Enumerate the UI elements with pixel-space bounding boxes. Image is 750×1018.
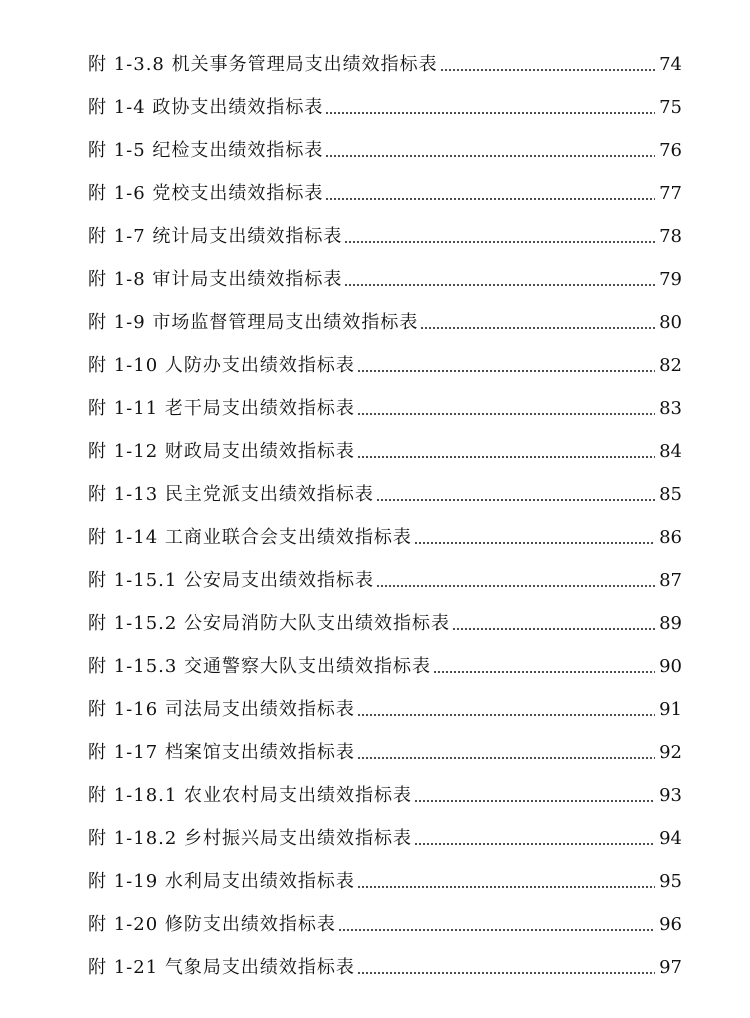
- toc-page-number: 95: [659, 871, 682, 892]
- toc-entry[interactable]: [88, 261, 682, 291]
- toc-entry-title: 附 1-14 工商业联合会支出绩效指标表: [88, 527, 412, 548]
- toc-entry[interactable]: [88, 605, 682, 635]
- toc-page-number: 80: [659, 312, 682, 333]
- dot-leader: [414, 800, 655, 802]
- toc-entry-title: 附 1-18.1 农业农村局支出绩效指标表: [88, 785, 413, 806]
- dot-leader: [357, 757, 655, 759]
- toc-page-number: 82: [659, 355, 682, 376]
- toc-entry[interactable]: [88, 132, 682, 162]
- toc-entry[interactable]: [88, 347, 682, 377]
- toc-entry-title: 附 1-3.8 机关事务管理局支出绩效指标表: [88, 54, 438, 75]
- toc-page-number: 83: [659, 398, 682, 419]
- toc-entry-title: 附 1-20 修防支出绩效指标表: [88, 914, 336, 935]
- toc-page-number: 84: [659, 441, 682, 462]
- toc-entry[interactable]: [88, 304, 682, 334]
- toc-entry[interactable]: [88, 175, 682, 205]
- dot-leader: [357, 972, 655, 974]
- toc-entry-title: 附 1-6 党校支出绩效指标表: [88, 183, 324, 204]
- dot-leader: [357, 456, 655, 458]
- toc-entry-title: 附 1-13 民主党派支出绩效指标表: [88, 484, 374, 505]
- dot-leader: [420, 327, 655, 329]
- toc-page-number: 92: [659, 742, 682, 763]
- toc-page-number: 91: [659, 699, 682, 720]
- toc-entry-title: 附 1-11 老干局支出绩效指标表: [88, 398, 355, 419]
- toc-entry-title: 附 1-21 气象局支出绩效指标表: [88, 957, 355, 978]
- toc-entry-title: 附 1-7 统计局支出绩效指标表: [88, 226, 343, 247]
- toc-page-number: 93: [659, 785, 682, 806]
- dot-leader: [325, 198, 655, 200]
- toc-entry-title: 附 1-15.2 公安局消防大队支出绩效指标表: [88, 613, 451, 634]
- dot-leader: [357, 370, 655, 372]
- dot-leader: [344, 284, 655, 286]
- toc-page-number: 77: [659, 183, 682, 204]
- toc-entry-title: 附 1-15.3 交通警察大队支出绩效指标表: [88, 656, 432, 677]
- dot-leader: [414, 843, 655, 845]
- toc-entry[interactable]: [88, 691, 682, 721]
- toc-entry[interactable]: [88, 476, 682, 506]
- toc-entry[interactable]: [88, 863, 682, 893]
- toc-entry[interactable]: [88, 218, 682, 248]
- toc-page-number: 87: [659, 570, 682, 591]
- dot-leader: [325, 155, 655, 157]
- toc-entry-title: 附 1-9 市场监督管理局支出绩效指标表: [88, 312, 419, 333]
- toc-entry[interactable]: [88, 433, 682, 463]
- toc-page-number: 79: [659, 269, 682, 290]
- dot-leader: [433, 671, 655, 673]
- toc-page-number: 75: [659, 97, 682, 118]
- toc-entry[interactable]: [88, 949, 682, 979]
- toc-entry-title: 附 1-16 司法局支出绩效指标表: [88, 699, 355, 720]
- toc-entry-title: 附 1-5 纪检支出绩效指标表: [88, 140, 324, 161]
- toc-page-number: 89: [659, 613, 682, 634]
- toc-page-number: 76: [659, 140, 682, 161]
- toc-page-number: 96: [659, 914, 682, 935]
- toc-entry[interactable]: [88, 820, 682, 850]
- dot-leader: [376, 585, 655, 587]
- toc-page-number: 97: [659, 957, 682, 978]
- toc-entry-title: 附 1-18.2 乡村振兴局支出绩效指标表: [88, 828, 413, 849]
- toc-entry[interactable]: [88, 390, 682, 420]
- dot-leader: [344, 241, 655, 243]
- dot-leader: [357, 413, 655, 415]
- dot-leader: [440, 69, 655, 71]
- toc-entry[interactable]: [88, 648, 682, 678]
- dot-leader: [357, 886, 655, 888]
- toc-entry[interactable]: [88, 89, 682, 119]
- dot-leader: [376, 499, 655, 501]
- toc-entry-title: 附 1-19 水利局支出绩效指标表: [88, 871, 355, 892]
- toc-page-number: 86: [659, 527, 682, 548]
- toc-page-number: 78: [659, 226, 682, 247]
- toc-page-number: 85: [659, 484, 682, 505]
- toc-entry[interactable]: [88, 519, 682, 549]
- toc-entry-title: 附 1-17 档案馆支出绩效指标表: [88, 742, 355, 763]
- toc-entry-title: 附 1-12 财政局支出绩效指标表: [88, 441, 355, 462]
- toc-entry[interactable]: [88, 562, 682, 592]
- toc-entry[interactable]: [88, 906, 682, 936]
- toc-entry-title: 附 1-15.1 公安局支出绩效指标表: [88, 570, 375, 591]
- toc-page-number: 74: [659, 54, 682, 75]
- dot-leader: [414, 542, 655, 544]
- toc-entry-title: 附 1-8 审计局支出绩效指标表: [88, 269, 343, 290]
- toc-entry-title: 附 1-10 人防办支出绩效指标表: [88, 355, 355, 376]
- dot-leader: [357, 714, 655, 716]
- toc-entry[interactable]: [88, 734, 682, 764]
- toc-entry[interactable]: [88, 777, 682, 807]
- dot-leader: [325, 112, 655, 114]
- dot-leader: [338, 929, 655, 931]
- toc-entry[interactable]: [88, 46, 682, 76]
- dot-leader: [452, 628, 655, 630]
- toc-page-number: 90: [659, 656, 682, 677]
- toc-entry-title: 附 1-4 政协支出绩效指标表: [88, 97, 324, 118]
- toc-page-number: 94: [659, 828, 682, 849]
